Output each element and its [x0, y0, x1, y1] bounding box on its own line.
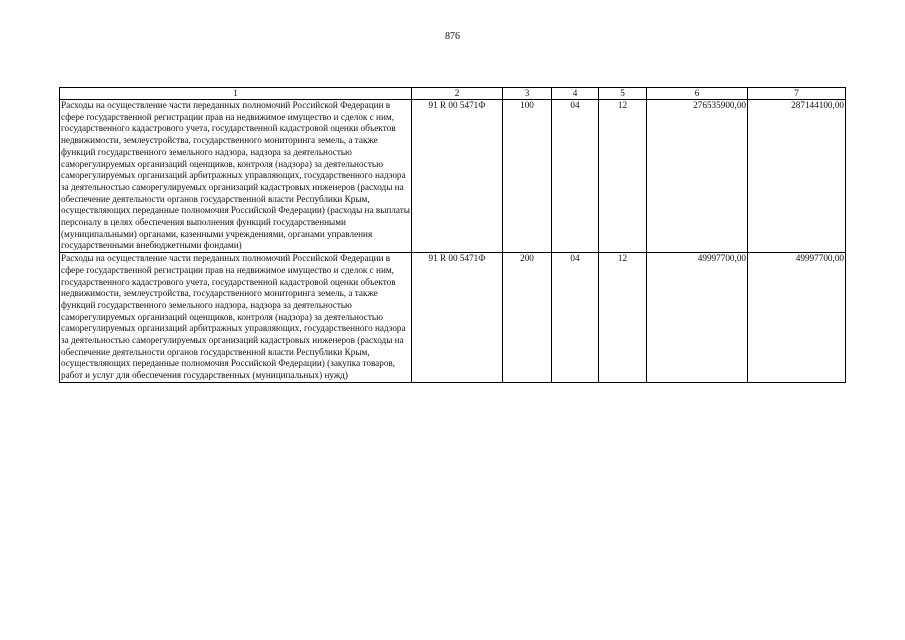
target-article-code: 91 R 00 5471Ф	[412, 100, 503, 253]
amount-column-6: 49997700,00	[647, 253, 748, 383]
section-code: 04	[552, 253, 599, 383]
expense-type-code: 200	[503, 253, 552, 383]
column-header: 1	[60, 88, 412, 100]
column-header: 6	[647, 88, 748, 100]
budget-table	[59, 87, 846, 383]
amount-column-6: 276535900,00	[647, 100, 748, 253]
column-header: 3	[503, 88, 552, 100]
table-row	[60, 253, 846, 383]
header-row	[60, 88, 846, 100]
column-header: 2	[412, 88, 503, 100]
column-header: 5	[599, 88, 647, 100]
expense-description: Расходы на осуществление части переданных полномочий Российской Федерации в сфере государственной регистрации прав на недвижимое имущество и сделок с ним, государственного кадастрового учета, государственной кадастровой оценки объектов недвижимости, землеустройства, государственного мониторинга земель, а также функций государственного земельного надзора, надзора за деятельностью саморегулируемых организаций оценщиков, контроля (надзора) за деятельностью саморегулируемых организаций арбитражных управляющих, государственного надзора за деятельностью саморегулируемых организаций кадастровых инженеров (расходы на обеспечение деятельности органов государственной власти Республики Крым, осуществляющих переданные полномочия Российской Федерации) (закупка товаров, работ и услуг для обеспечения государственных (муниципальных) нужд)	[60, 253, 412, 383]
table-row	[60, 100, 846, 253]
column-header: 7	[748, 88, 846, 100]
subsection-code: 12	[599, 253, 647, 383]
column-header: 4	[552, 88, 599, 100]
subsection-code: 12	[599, 100, 647, 253]
amount-column-7: 49997700,00	[748, 253, 846, 383]
expense-description: Расходы на осуществление части переданных полномочий Российской Федерации в сфере государственной регистрации прав на недвижимое имущество и сделок с ним, государственного кадастрового учета, государственной кадастровой оценки объектов недвижимости, землеустройства, государственного мониторинга земель, а также функций государственного земельного надзора, надзора за деятельностью саморегулируемых организаций оценщиков, контроля (надзора) за деятельностью саморегулируемых организаций арбитражных управляющих, государственного надзора за деятельностью саморегулируемых организаций кадастровых инженеров (расходы на обеспечение деятельности органов государственной власти Республики Крым, осуществляющих переданные полномочия Российской Федерации) (расходы на выплаты персоналу в целях обеспечения выполнения функций государственными (муниципальными) органами, казенными учреждениями, органами управления государственными внебюджетными фондами)	[60, 100, 412, 253]
section-code: 04	[552, 100, 599, 253]
expense-type-code: 100	[503, 100, 552, 253]
amount-column-7: 287144100,00	[748, 100, 846, 253]
page-number: 876	[445, 31, 460, 42]
target-article-code: 91 R 00 5471Ф	[412, 253, 503, 383]
